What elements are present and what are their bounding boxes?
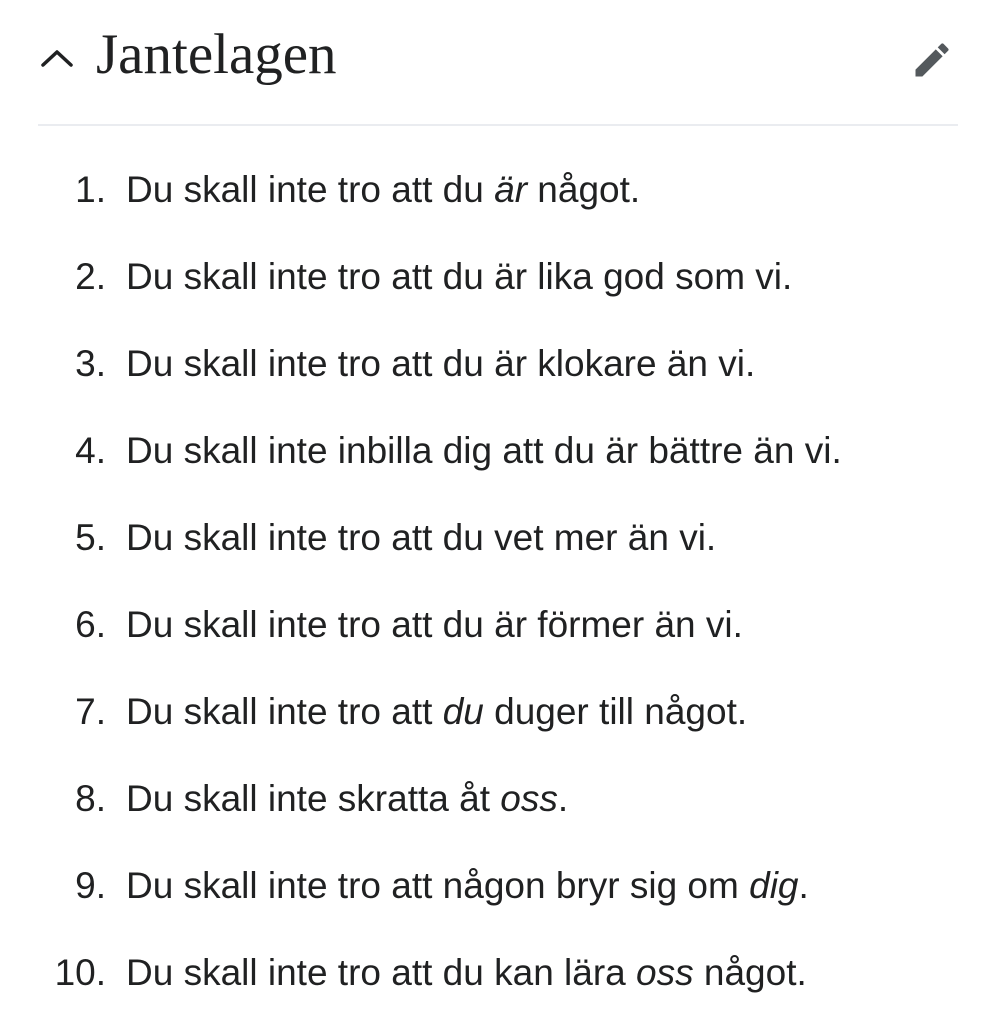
list-item-text [126,668,747,755]
list-item [0,581,996,668]
rules-list [0,146,996,1016]
list-item-text [126,929,807,1016]
section-title: Jantelagen [96,23,337,86]
list-item [0,146,996,233]
list-item-number: 5. [75,517,106,558]
list-item-text [126,581,743,668]
text-segment: Du skall inte tro att du är lika god som vi. [126,256,793,297]
list-item-number: 7. [75,691,106,732]
list-item-text [126,320,755,407]
list-item-number: 4. [75,430,106,471]
list-item-text [126,233,792,320]
list-item [0,494,996,581]
list-item [0,929,996,1016]
text-segment: något. [527,169,641,210]
emphasized-text: är [494,169,528,210]
text-segment: Du skall inte tro att någon bryr sig om [126,865,750,906]
list-item [0,320,996,407]
list-item [0,755,996,842]
list-item [0,668,996,755]
text-segment: Du skall inte inbilla dig att du är bättre än vi. [126,430,842,471]
text-segment: Du skall inte tro att du är klokare än vi. [126,343,756,384]
edit-section-button[interactable] [906,34,958,86]
list-item [0,233,996,320]
list-item-text [126,407,842,494]
text-segment: något. [693,952,807,993]
text-segment: Du skall inte skratta åt [126,778,501,819]
list-item-text [126,842,809,929]
list-item-number: 1. [75,169,106,210]
section-header [38,0,958,126]
list-item-text [126,146,640,233]
list-item-text [126,755,568,842]
text-segment: Du skall inte tro att du kan lära [126,952,637,993]
text-segment: . [557,778,569,819]
list-item-number: 8. [75,778,106,819]
text-segment: Du skall inte tro att du är förmer än vi. [126,604,743,645]
list-item-number: 10. [54,952,106,993]
emphasized-text: du [442,691,484,732]
emphasized-text: oss [500,778,558,819]
emphasized-text: oss [636,952,694,993]
text-segment: Du skall inte tro att du vet mer än vi. [126,517,717,558]
emphasized-text: dig [749,865,799,906]
list-item-number: 9. [75,865,106,906]
list-item-number: 3. [75,343,106,384]
text-segment: . [798,865,809,906]
list-item-text [126,494,716,581]
chevron-up-icon [40,48,74,68]
text-segment: duger till något. [483,691,748,732]
text-segment: Du skall inte tro att du [126,169,495,210]
collapse-toggle[interactable] [38,38,78,78]
pencil-icon [910,38,954,82]
list-item [0,842,996,929]
text-segment: Du skall inte tro att [126,691,443,732]
list-item [0,407,996,494]
list-item-number: 2. [75,256,106,297]
list-item-number: 6. [75,604,106,645]
